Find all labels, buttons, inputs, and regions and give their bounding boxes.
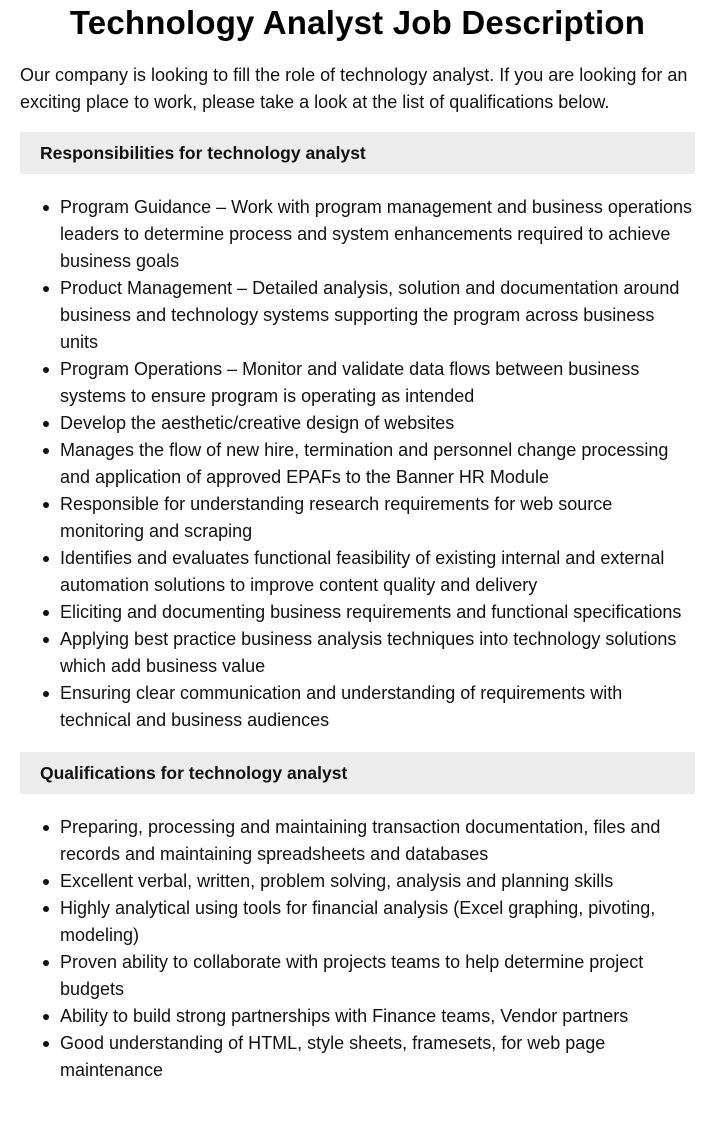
- list-item: [60, 491, 695, 545]
- bullet-icon: [43, 637, 49, 643]
- bullet-icon: [43, 556, 49, 562]
- page-title: Technology Analyst Job Description: [69, 4, 646, 41]
- list-item-text: Preparing, processing and maintaining transaction documentation, files and records and maintaining spreadsheets and databases: [60, 817, 661, 864]
- list-item-text: Ensuring clear communication and understanding of requirements with technical and business audiences: [60, 683, 623, 730]
- list-item: [60, 194, 695, 275]
- bullet-icon: [43, 421, 49, 427]
- responsibilities-heading: Responsibilities for technology analyst: [20, 132, 695, 174]
- bullet-icon: [43, 691, 49, 697]
- list-item-text: Good understanding of HTML, style sheets, framesets, for web page maintenance: [60, 1033, 606, 1080]
- bullet-icon: [43, 906, 49, 912]
- bullet-icon: [43, 205, 49, 211]
- list-item-text: Program Guidance – Work with program management and business operations leaders to determine process and system enhancements required to achieve business goals: [60, 197, 692, 271]
- bullet-icon: [43, 502, 49, 508]
- list-item-text: Ability to build strong partnerships with Finance teams, Vendor partners: [60, 1006, 629, 1026]
- list-item-text: Identifies and evaluates functional feasibility of existing internal and external automation solutions to improve content quality and delivery: [60, 548, 665, 595]
- responsibilities-list: [20, 194, 695, 734]
- bullet-icon: [43, 610, 49, 616]
- intro-paragraph: Our company is looking to fill the role of technology analyst. If you are looking for an exciting place to work, please take a look at the list of qualifications below.: [20, 65, 688, 112]
- list-item: [60, 545, 695, 599]
- list-item-text: Eliciting and documenting business requirements and functional specifications: [60, 602, 682, 622]
- list-item-text: Responsible for understanding research requirements for web source monitoring and scraping: [60, 494, 613, 541]
- list-item: [60, 356, 695, 410]
- bullet-icon: [43, 879, 49, 885]
- list-item: [60, 814, 695, 868]
- bullet-icon: [43, 1014, 49, 1020]
- list-item: [60, 895, 695, 949]
- qualifications-list: [20, 814, 695, 1084]
- bullet-icon: [43, 825, 49, 831]
- list-item: [60, 680, 695, 734]
- list-item: [60, 1003, 695, 1030]
- list-item-text: Product Management – Detailed analysis, solution and documentation around business and technology systems supporting the program across business units: [60, 278, 680, 352]
- list-item: [60, 949, 695, 1003]
- list-item-text: Program Operations – Monitor and validate data flows between business systems to ensure program is operating as intended: [60, 359, 640, 406]
- list-item-text: Manages the flow of new hire, termination and personnel change processing and application of approved EPAFs to the Banner HR Module: [60, 440, 669, 487]
- list-item: [60, 410, 695, 437]
- list-item-text: Highly analytical using tools for financial analysis (Excel graphing, pivoting, modeling): [60, 898, 656, 945]
- list-item: [60, 1030, 695, 1084]
- bullet-icon: [43, 1041, 49, 1047]
- bullet-icon: [43, 960, 49, 966]
- list-item: [60, 275, 695, 356]
- bullet-icon: [43, 367, 49, 373]
- list-item-text: Develop the aesthetic/creative design of websites: [60, 413, 455, 433]
- bullet-icon: [43, 448, 49, 454]
- list-item-text: Excellent verbal, written, problem solving, analysis and planning skills: [60, 871, 614, 891]
- bullet-icon: [43, 286, 49, 292]
- list-item: [60, 437, 695, 491]
- list-item-text: Applying best practice business analysis techniques into technology solutions which add business value: [60, 629, 677, 676]
- qualifications-heading: Qualifications for technology analyst: [20, 752, 695, 794]
- list-item-text: Proven ability to collaborate with projects teams to help determine project budgets: [60, 952, 644, 999]
- list-item: [60, 868, 695, 895]
- list-item: [60, 599, 695, 626]
- list-item: [60, 626, 695, 680]
